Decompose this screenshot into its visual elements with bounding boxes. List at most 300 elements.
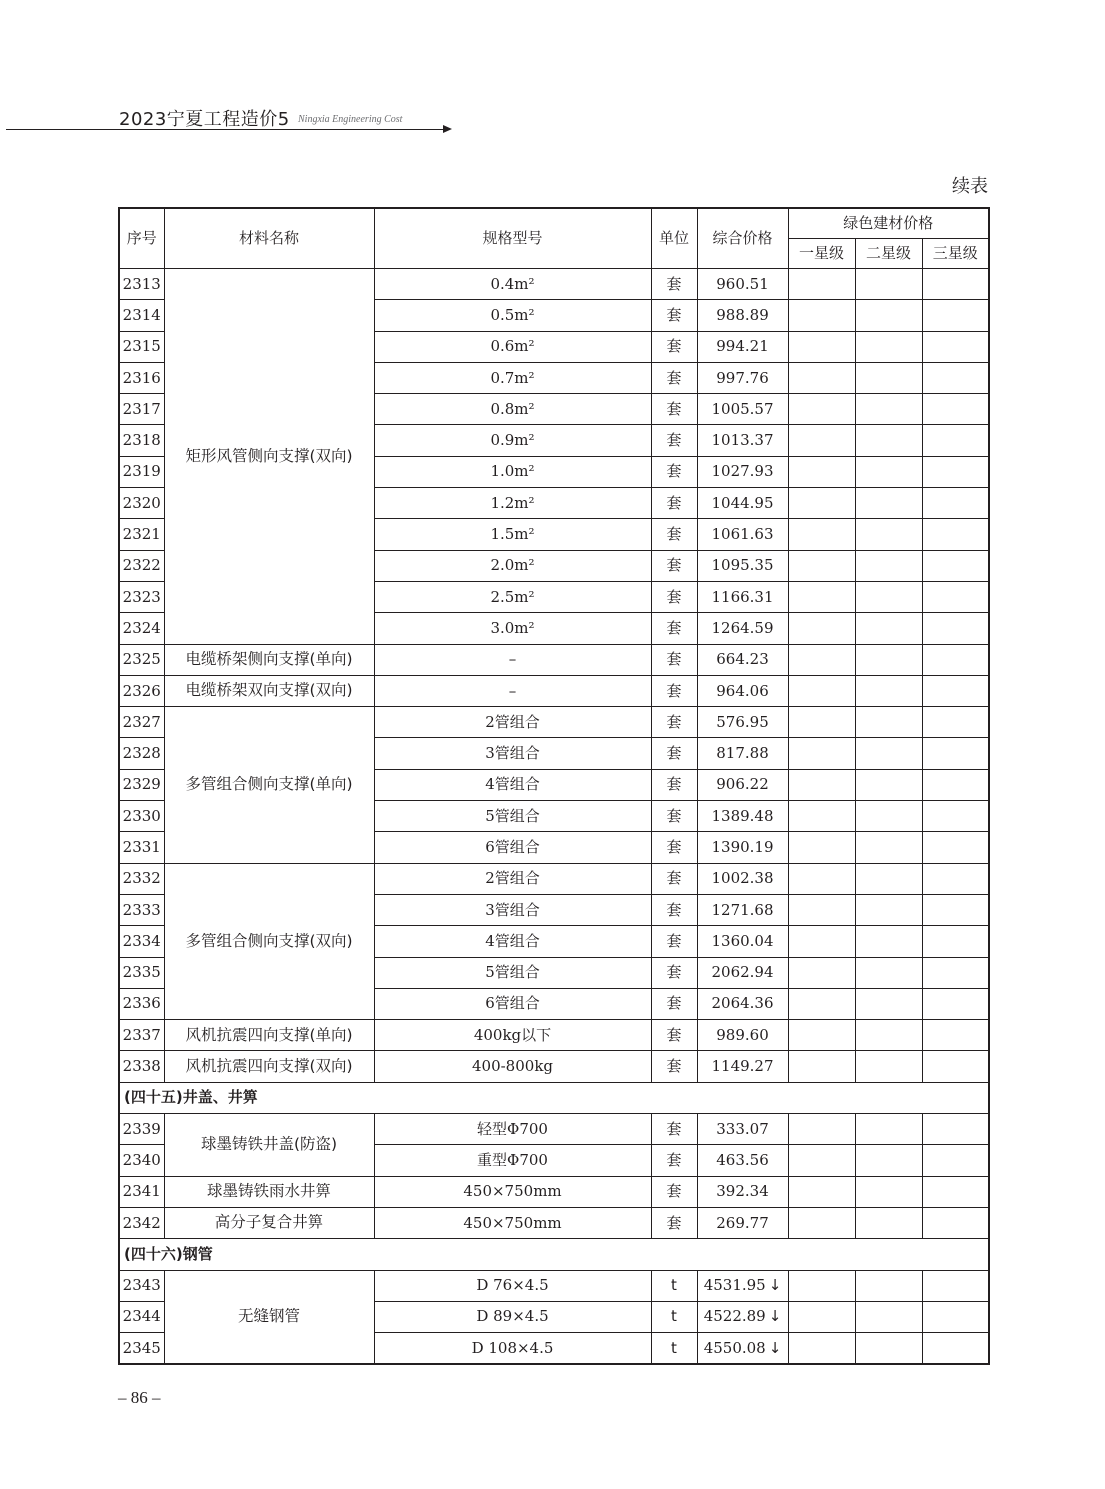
price-cell: [697, 738, 788, 769]
star1-cell: [788, 988, 855, 1019]
journal-subtitle: Ningxia Engineering Cost: [298, 114, 403, 125]
star1-cell: [788, 707, 855, 738]
spec-cell: D 76×4.5: [374, 1270, 651, 1301]
price-cell: [697, 707, 788, 738]
section-row: [119, 1082, 989, 1113]
star3-cell: [922, 801, 989, 832]
price-value: 1149.27: [711, 1057, 774, 1076]
table-row: [119, 707, 989, 738]
seq-cell: 2344: [119, 1301, 164, 1332]
unit-cell: 套: [651, 1176, 697, 1207]
price-cell: [697, 1051, 788, 1082]
star1-cell: [788, 394, 855, 425]
star2-cell: [855, 1333, 922, 1365]
unit-cell: t: [651, 1301, 697, 1332]
page-header: [0, 0, 1105, 140]
price-cell: [697, 1333, 788, 1365]
spec-cell: 重型Φ700: [374, 1145, 651, 1176]
seq-cell: 2341: [119, 1176, 164, 1207]
column-header-star2: 二星级: [855, 239, 922, 269]
star1-cell: [788, 300, 855, 331]
star2-cell: [855, 300, 922, 331]
star3-cell: [922, 832, 989, 863]
spec-cell: –: [374, 644, 651, 675]
price-cell: [697, 894, 788, 925]
table-row: [119, 644, 989, 675]
spec-cell: 0.9m²: [374, 425, 651, 456]
unit-cell: 套: [651, 707, 697, 738]
unit-cell: 套: [651, 550, 697, 581]
price-value: 576.95: [716, 712, 769, 731]
star3-cell: [922, 1333, 989, 1365]
spec-cell: 4管组合: [374, 769, 651, 800]
arrow-down-icon: ↓: [768, 1276, 782, 1295]
material-name-cell: 多管组合侧向支撑(单向): [164, 707, 374, 863]
seq-cell: 2328: [119, 738, 164, 769]
price-value: 994.21: [716, 337, 769, 356]
spec-cell: 0.7m²: [374, 362, 651, 393]
table-row: [119, 1114, 989, 1145]
star1-cell: [788, 926, 855, 957]
unit-cell: 套: [651, 1114, 697, 1145]
star2-cell: [855, 894, 922, 925]
seq-cell: 2323: [119, 581, 164, 612]
star3-cell: [922, 1301, 989, 1332]
star2-cell: [855, 1051, 922, 1082]
price-cell: [697, 331, 788, 362]
unit-cell: 套: [651, 269, 697, 300]
spec-cell: 5管组合: [374, 957, 651, 988]
star3-cell: [922, 581, 989, 612]
table-row: [119, 863, 989, 894]
star2-cell: [855, 1145, 922, 1176]
star1-cell: [788, 957, 855, 988]
material-name-cell: 球墨铸铁井盖(防盗): [164, 1114, 374, 1177]
star3-cell: [922, 675, 989, 706]
price-cell: [697, 1207, 788, 1238]
price-value: 997.76: [716, 368, 769, 387]
unit-cell: 套: [651, 1020, 697, 1051]
star1-cell: [788, 675, 855, 706]
star2-cell: [855, 1270, 922, 1301]
price-cell: [697, 863, 788, 894]
material-name-cell: 风机抗震四向支撑(单向): [164, 1020, 374, 1051]
star1-cell: [788, 801, 855, 832]
star2-cell: [855, 550, 922, 581]
star2-cell: [855, 456, 922, 487]
star3-cell: [922, 456, 989, 487]
star2-cell: [855, 519, 922, 550]
price-value: 988.89: [716, 305, 769, 324]
spec-cell: 2管组合: [374, 707, 651, 738]
unit-cell: 套: [651, 675, 697, 706]
seq-cell: 2337: [119, 1020, 164, 1051]
seq-cell: 2321: [119, 519, 164, 550]
star1-cell: [788, 769, 855, 800]
price-cell: [697, 957, 788, 988]
star2-cell: [855, 269, 922, 300]
price-value: 1027.93: [711, 462, 774, 481]
unit-cell: 套: [651, 769, 697, 800]
table-row: [119, 269, 989, 300]
price-value: 2062.94: [711, 963, 774, 982]
spec-cell: 0.5m²: [374, 300, 651, 331]
star1-cell: [788, 1301, 855, 1332]
unit-cell: 套: [651, 394, 697, 425]
price-value: 1166.31: [711, 587, 774, 606]
price-cell: [697, 1020, 788, 1051]
seq-cell: 2335: [119, 957, 164, 988]
price-value: 269.77: [716, 1213, 769, 1232]
spec-cell: 450×750mm: [374, 1207, 651, 1238]
price-cell: [697, 1270, 788, 1301]
table-row: [119, 1207, 989, 1238]
seq-cell: 2320: [119, 488, 164, 519]
star3-cell: [922, 362, 989, 393]
seq-cell: 2327: [119, 707, 164, 738]
unit-cell: 套: [651, 801, 697, 832]
price-cell: [697, 801, 788, 832]
price-cell: [697, 425, 788, 456]
unit-cell: 套: [651, 832, 697, 863]
price-value: 4550.08: [703, 1338, 766, 1357]
star3-cell: [922, 300, 989, 331]
spec-cell: 400-800kg: [374, 1051, 651, 1082]
price-cell: [697, 488, 788, 519]
star2-cell: [855, 425, 922, 456]
price-value: 1095.35: [711, 556, 774, 575]
unit-cell: 套: [651, 331, 697, 362]
star1-cell: [788, 1333, 855, 1365]
material-name-cell: 电缆桥架双向支撑(双向): [164, 675, 374, 706]
seq-cell: 2330: [119, 801, 164, 832]
seq-cell: 2333: [119, 894, 164, 925]
seq-cell: 2316: [119, 362, 164, 393]
price-cell: [697, 1301, 788, 1332]
table-row: [119, 675, 989, 706]
price-cell: [697, 519, 788, 550]
unit-cell: 套: [651, 300, 697, 331]
star3-cell: [922, 331, 989, 362]
spec-cell: 0.8m²: [374, 394, 651, 425]
unit-cell: t: [651, 1270, 697, 1301]
price-cell: [697, 1145, 788, 1176]
star2-cell: [855, 488, 922, 519]
price-cell: [697, 394, 788, 425]
unit-cell: 套: [651, 644, 697, 675]
seq-cell: 2332: [119, 863, 164, 894]
star3-cell: [922, 863, 989, 894]
star1-cell: [788, 1207, 855, 1238]
price-value: 964.06: [716, 681, 769, 700]
star2-cell: [855, 863, 922, 894]
spec-cell: 4管组合: [374, 926, 651, 957]
table-row: [119, 1020, 989, 1051]
table-row: [119, 1051, 989, 1082]
unit-cell: 套: [651, 425, 697, 456]
price-value: 817.88: [716, 744, 769, 763]
spec-cell: 2管组合: [374, 863, 651, 894]
price-value: 1061.63: [711, 525, 774, 544]
price-value: 333.07: [716, 1119, 769, 1138]
star1-cell: [788, 613, 855, 644]
price-cell: [697, 769, 788, 800]
price-value: 664.23: [716, 650, 769, 669]
star2-cell: [855, 926, 922, 957]
star2-cell: [855, 394, 922, 425]
seq-cell: 2345: [119, 1333, 164, 1365]
material-name-cell: 无缝钢管: [164, 1270, 374, 1364]
price-value: 1360.04: [711, 931, 774, 950]
star3-cell: [922, 926, 989, 957]
price-cell: [697, 456, 788, 487]
seq-cell: 2343: [119, 1270, 164, 1301]
spec-cell: 轻型Φ700: [374, 1114, 651, 1145]
arrow-right-icon: [443, 125, 452, 133]
star2-cell: [855, 1176, 922, 1207]
price-value: 960.51: [716, 274, 769, 293]
material-price-table: [118, 207, 990, 1365]
price-cell: [697, 832, 788, 863]
seq-cell: 2313: [119, 269, 164, 300]
spec-cell: D 108×4.5: [374, 1333, 651, 1365]
seq-cell: 2340: [119, 1145, 164, 1176]
seq-cell: 2339: [119, 1114, 164, 1145]
star1-cell: [788, 1270, 855, 1301]
price-value: 989.60: [716, 1025, 769, 1044]
star3-cell: [922, 738, 989, 769]
arrow-down-icon: ↓: [768, 1307, 782, 1326]
material-name-cell: 风机抗震四向支撑(双向): [164, 1051, 374, 1082]
column-header-star3: 三星级: [922, 239, 989, 269]
price-value: 4531.95: [703, 1276, 766, 1295]
spec-cell: 1.2m²: [374, 488, 651, 519]
seq-cell: 2314: [119, 300, 164, 331]
unit-cell: 套: [651, 519, 697, 550]
price-value: 1390.19: [711, 837, 774, 856]
star2-cell: [855, 832, 922, 863]
column-header-price: 综合价格: [697, 208, 788, 269]
seq-cell: 2338: [119, 1051, 164, 1082]
star1-cell: [788, 1020, 855, 1051]
star2-cell: [855, 1020, 922, 1051]
seq-cell: 2322: [119, 550, 164, 581]
section-row: [119, 1239, 989, 1270]
spec-cell: 3管组合: [374, 738, 651, 769]
star3-cell: [922, 425, 989, 456]
spec-cell: 400kg以下: [374, 1020, 651, 1051]
star3-cell: [922, 644, 989, 675]
star1-cell: [788, 863, 855, 894]
spec-cell: 3.0m²: [374, 613, 651, 644]
table-row: [119, 1270, 989, 1301]
star1-cell: [788, 519, 855, 550]
star1-cell: [788, 1145, 855, 1176]
unit-cell: 套: [651, 1145, 697, 1176]
star1-cell: [788, 1051, 855, 1082]
star3-cell: [922, 519, 989, 550]
material-name-cell: 多管组合侧向支撑(双向): [164, 863, 374, 1019]
star2-cell: [855, 1207, 922, 1238]
star2-cell: [855, 581, 922, 612]
price-value: 463.56: [716, 1150, 769, 1169]
price-value: 1002.38: [711, 869, 774, 888]
star1-cell: [788, 1114, 855, 1145]
star3-cell: [922, 1270, 989, 1301]
price-cell: [697, 269, 788, 300]
arrow-down-icon: ↓: [768, 1338, 782, 1357]
star1-cell: [788, 1176, 855, 1207]
seq-cell: 2331: [119, 832, 164, 863]
spec-cell: 6管组合: [374, 832, 651, 863]
star2-cell: [855, 707, 922, 738]
star1-cell: [788, 738, 855, 769]
price-cell: [697, 1176, 788, 1207]
price-cell: [697, 988, 788, 1019]
seq-cell: 2315: [119, 331, 164, 362]
material-name-cell: 高分子复合井箅: [164, 1207, 374, 1238]
section-title: (四十六)钢管: [119, 1239, 989, 1270]
star2-cell: [855, 769, 922, 800]
unit-cell: t: [651, 1333, 697, 1365]
star2-cell: [855, 801, 922, 832]
star1-cell: [788, 331, 855, 362]
spec-cell: 450×750mm: [374, 1176, 651, 1207]
unit-cell: 套: [651, 613, 697, 644]
price-cell: [697, 644, 788, 675]
spec-cell: 0.6m²: [374, 331, 651, 362]
spec-cell: 2.5m²: [374, 581, 651, 612]
price-cell: [697, 613, 788, 644]
unit-cell: 套: [651, 581, 697, 612]
star1-cell: [788, 488, 855, 519]
star1-cell: [788, 832, 855, 863]
seq-cell: 2342: [119, 1207, 164, 1238]
unit-cell: 套: [651, 1207, 697, 1238]
unit-cell: 套: [651, 863, 697, 894]
star3-cell: [922, 1051, 989, 1082]
price-value: 392.34: [716, 1182, 769, 1201]
material-name-cell: 矩形风管侧向支撑(双向): [164, 269, 374, 645]
price-value: 1264.59: [711, 618, 774, 637]
star1-cell: [788, 581, 855, 612]
unit-cell: 套: [651, 1051, 697, 1082]
star1-cell: [788, 456, 855, 487]
star3-cell: [922, 957, 989, 988]
price-value: 1271.68: [711, 900, 774, 919]
column-header-unit: 单位: [651, 208, 697, 269]
star3-cell: [922, 488, 989, 519]
price-value: 2064.36: [711, 994, 774, 1013]
spec-cell: 1.0m²: [374, 456, 651, 487]
unit-cell: 套: [651, 456, 697, 487]
price-cell: [697, 362, 788, 393]
continued-label: 续表: [952, 176, 988, 197]
spec-cell: 0.4m²: [374, 269, 651, 300]
star3-cell: [922, 613, 989, 644]
unit-cell: 套: [651, 894, 697, 925]
star2-cell: [855, 644, 922, 675]
price-cell: [697, 550, 788, 581]
spec-cell: 5管组合: [374, 801, 651, 832]
column-header-star1: 一星级: [788, 239, 855, 269]
price-value: 1013.37: [711, 431, 774, 450]
star3-cell: [922, 1176, 989, 1207]
price-value: 1389.48: [711, 806, 774, 825]
column-header-seq: 序号: [119, 208, 164, 269]
unit-cell: 套: [651, 957, 697, 988]
star3-cell: [922, 988, 989, 1019]
star1-cell: [788, 362, 855, 393]
star2-cell: [855, 1114, 922, 1145]
seq-cell: 2325: [119, 644, 164, 675]
column-header-green: 绿色建材价格: [788, 208, 989, 239]
price-cell: [697, 1114, 788, 1145]
section-title: (四十五)井盖、井箅: [119, 1082, 989, 1113]
seq-cell: 2324: [119, 613, 164, 644]
star2-cell: [855, 675, 922, 706]
star3-cell: [922, 707, 989, 738]
star2-cell: [855, 1301, 922, 1332]
star3-cell: [922, 1114, 989, 1145]
star1-cell: [788, 269, 855, 300]
price-cell: [697, 581, 788, 612]
material-name-cell: 电缆桥架侧向支撑(单向): [164, 644, 374, 675]
star3-cell: [922, 894, 989, 925]
unit-cell: 套: [651, 988, 697, 1019]
price-cell: [697, 926, 788, 957]
unit-cell: 套: [651, 738, 697, 769]
column-header-spec: 规格型号: [374, 208, 651, 269]
unit-cell: 套: [651, 926, 697, 957]
star2-cell: [855, 957, 922, 988]
unit-cell: 套: [651, 362, 697, 393]
column-header-name: 材料名称: [164, 208, 374, 269]
unit-cell: 套: [651, 488, 697, 519]
seq-cell: 2318: [119, 425, 164, 456]
price-value: 4522.89: [703, 1307, 766, 1326]
price-cell: [697, 675, 788, 706]
price-value: 1005.57: [711, 399, 774, 418]
star3-cell: [922, 269, 989, 300]
price-value: 906.22: [716, 775, 769, 794]
seq-cell: 2329: [119, 769, 164, 800]
star2-cell: [855, 738, 922, 769]
star1-cell: [788, 894, 855, 925]
seq-cell: 2334: [119, 926, 164, 957]
spec-cell: 6管组合: [374, 988, 651, 1019]
header-rule: [6, 129, 446, 130]
star3-cell: [922, 550, 989, 581]
seq-cell: 2317: [119, 394, 164, 425]
price-cell: [697, 300, 788, 331]
seq-cell: 2319: [119, 456, 164, 487]
seq-cell: 2326: [119, 675, 164, 706]
page-number: – 86 –: [118, 1388, 161, 1407]
star2-cell: [855, 613, 922, 644]
star2-cell: [855, 362, 922, 393]
star3-cell: [922, 769, 989, 800]
star2-cell: [855, 988, 922, 1019]
star3-cell: [922, 1020, 989, 1051]
spec-cell: 2.0m²: [374, 550, 651, 581]
journal-title: 2023宁夏工程造价5: [119, 109, 290, 130]
star1-cell: [788, 550, 855, 581]
table-body: [119, 269, 989, 1365]
seq-cell: 2336: [119, 988, 164, 1019]
table-row: [119, 1176, 989, 1207]
star2-cell: [855, 331, 922, 362]
